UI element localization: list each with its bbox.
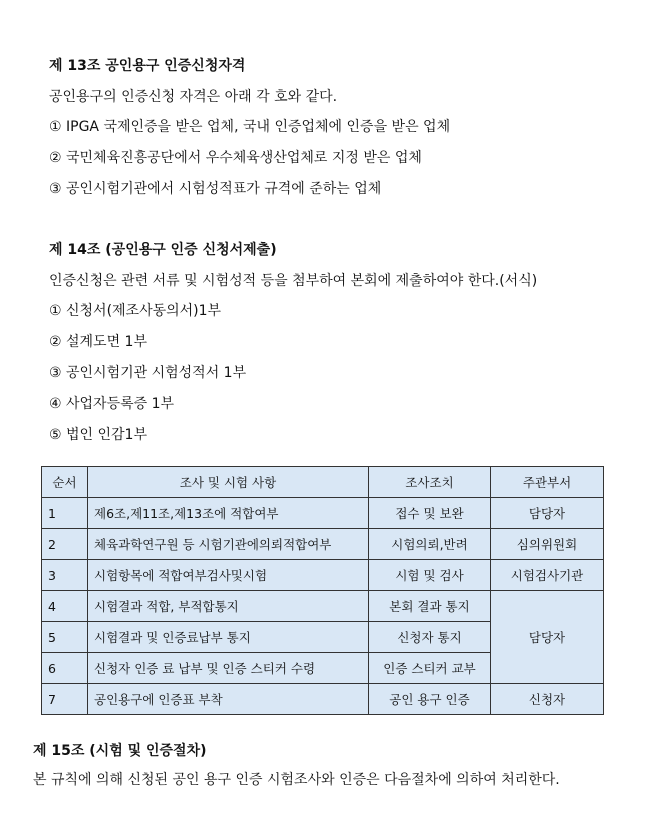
row-dept: 심의위원회 xyxy=(491,529,604,560)
row-action: 시험의뢰,반려 xyxy=(369,529,491,560)
table-header-row xyxy=(42,467,604,498)
article-13-intro: 공인용구의 인증신청 자격은 아래 각 호와 같다. xyxy=(49,89,338,105)
row-action: 본회 결과 통지 xyxy=(369,591,491,622)
row-item: 신청자 인증 료 납부 및 인증 스티커 수령 xyxy=(88,653,369,684)
article-14-item-1: ① 신청서(제조사동의서)1부 xyxy=(49,303,222,319)
article-15-title: 제 15조 (시험 및 인증절차) xyxy=(33,743,207,759)
row-dept: 담당자 xyxy=(491,498,604,529)
header-order: 순서 xyxy=(42,467,88,498)
row-no: 3 xyxy=(42,560,88,591)
row-dept: 신청자 xyxy=(491,684,604,715)
table-row xyxy=(42,529,604,560)
article-13-item-2: ② 국민체육진흥공단에서 우수체육생산업체로 지정 받은 업체 xyxy=(49,150,422,166)
procedure-table xyxy=(41,466,604,715)
article-14-item-4: ④ 사업자등록증 1부 xyxy=(49,396,175,412)
header-item: 조사 및 시험 사항 xyxy=(88,467,369,498)
row-item: 체육과학연구원 등 시험기관에의뢰적합여부 xyxy=(88,529,369,560)
article-14-item-3: ③ 공인시험기관 시험성적서 1부 xyxy=(49,365,247,381)
header-dept: 주관부서 xyxy=(491,467,604,498)
row-no: 7 xyxy=(42,684,88,715)
row-dept: 시험검사기관 xyxy=(491,560,604,591)
row-action: 신청자 통지 xyxy=(369,622,491,653)
row-no: 6 xyxy=(42,653,88,684)
table-row xyxy=(42,591,604,622)
table-row xyxy=(42,684,604,715)
row-no: 5 xyxy=(42,622,88,653)
article-14-item-2: ② 설계도면 1부 xyxy=(49,334,147,350)
article-14-intro: 인증신청은 관련 서류 및 시험성적 등을 첨부하여 본회에 제출하여야 한다.(서식) xyxy=(49,273,538,289)
article-13-title: 제 13조 공인용구 인증신청자격 xyxy=(49,58,246,74)
article-14-title: 제 14조 (공인용구 인증 신청서제출) xyxy=(49,242,277,258)
row-item: 공인용구에 인증표 부착 xyxy=(88,684,369,715)
row-item: 시험결과 및 인증료납부 통지 xyxy=(88,622,369,653)
article-15-intro: 본 규칙에 의해 신청된 공인 용구 인증 시험조사와 인증은 다음절차에 의하여 처리한다. xyxy=(33,772,560,788)
table-row xyxy=(42,560,604,591)
row-no: 4 xyxy=(42,591,88,622)
row-no: 1 xyxy=(42,498,88,529)
row-action: 접수 및 보완 xyxy=(369,498,491,529)
article-14-item-5: ⑤ 법인 인감1부 xyxy=(49,427,147,443)
row-item: 시험결과 적합, 부적합통지 xyxy=(88,591,369,622)
row-item: 시험항목에 적합여부검사및시험 xyxy=(88,560,369,591)
article-13-item-3: ③ 공인시험기관에서 시험성적표가 규격에 준하는 업체 xyxy=(49,181,382,197)
table-row xyxy=(42,498,604,529)
article-13-item-1: ① IPGA 국제인증을 받은 업체, 국내 인증업체에 인증을 받은 업체 xyxy=(49,119,451,135)
row-action: 인증 스티커 교부 xyxy=(369,653,491,684)
row-no: 2 xyxy=(42,529,88,560)
row-item: 제6조,제11조,제13조에 적합여부 xyxy=(88,498,369,529)
header-action: 조사조치 xyxy=(369,467,491,498)
row-action: 공인 용구 인증 xyxy=(369,684,491,715)
row-dept: 담당자 xyxy=(491,591,604,684)
row-action: 시험 및 검사 xyxy=(369,560,491,591)
